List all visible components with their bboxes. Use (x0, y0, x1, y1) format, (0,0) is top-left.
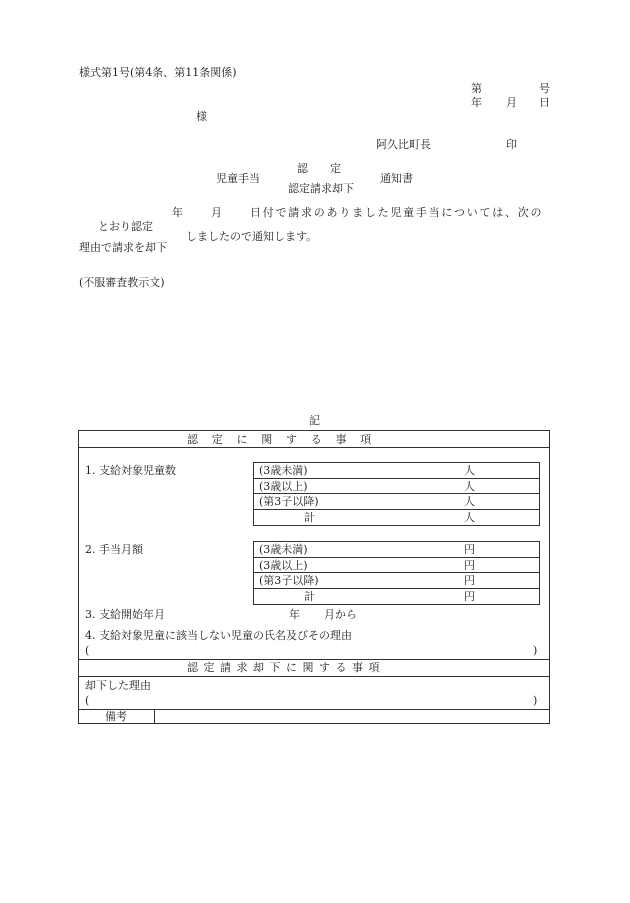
table-row (254, 573, 539, 589)
row-label: 計 (304, 589, 315, 603)
child-count-table (253, 462, 540, 526)
divider (79, 709, 549, 710)
title-option-approve: 認 定 (297, 162, 347, 175)
body-option-reject: 理由で請求を却下 (79, 241, 167, 254)
doc-date-day: 日 (539, 96, 550, 109)
appeal-notice: (不服審査教示文) (79, 276, 165, 289)
row-unit: 円 (464, 558, 475, 572)
row-label: (3歳以上) (259, 558, 308, 572)
issuer-seal: 印 (506, 138, 517, 151)
doc-date-year: 年 (471, 96, 482, 109)
rejection-label: 却下した理由 (85, 679, 151, 692)
section2-header: 認定請求却下に関する事項 (187, 661, 385, 674)
item4-open-paren: ( (85, 644, 90, 657)
body-date-year: 年 (172, 206, 183, 219)
row-label: (第3子以降) (259, 495, 319, 508)
item3-year: 年 (289, 608, 300, 621)
item3-label: 3. 支給開始年月 (85, 608, 165, 621)
issuer-name: 阿久比町長 (376, 138, 431, 151)
title-right: 通知書 (380, 172, 413, 185)
body-line1: 日付で請求のありました児童手当については、次の (250, 206, 544, 219)
row-unit: 人 (464, 479, 475, 493)
rejection-close-paren: ) (533, 694, 538, 707)
item4-close-paren: ) (533, 644, 538, 657)
row-label: (3歳未満) (259, 464, 308, 477)
body-option-approve: とおり認定 (98, 220, 153, 233)
table-row (254, 463, 539, 479)
row-unit: 人 (464, 495, 475, 508)
item1-label: 1. 支給対象児童数 (85, 464, 176, 477)
doc-no-prefix: 第 (471, 82, 482, 95)
monthly-amount-table (253, 541, 540, 605)
section1-header: 認定に関する事項 (187, 433, 385, 446)
row-unit: 円 (464, 574, 475, 587)
row-label: (3歳未満) (259, 543, 308, 556)
item2-label: 2. 手当月額 (85, 543, 143, 556)
row-unit: 円 (464, 589, 475, 603)
table-row (254, 558, 539, 574)
divider (79, 659, 549, 660)
table-row (254, 542, 539, 558)
row-unit: 円 (464, 543, 475, 556)
row-label: 計 (304, 510, 315, 524)
row-label: (第3子以降) (259, 574, 319, 587)
body-line2: しましたので通知します。 (186, 230, 318, 243)
table-row (254, 494, 539, 510)
doc-no-suffix: 号 (539, 82, 550, 95)
table-row (254, 589, 539, 605)
ki-heading: 記 (309, 414, 320, 427)
table-row (254, 510, 539, 526)
row-label: (3歳以上) (259, 479, 308, 493)
item4-label: 4. 支給対象児童に該当しない児童の氏名及びその理由 (85, 629, 352, 642)
divider (79, 676, 549, 677)
divider (79, 447, 549, 448)
recipient-honorific: 様 (196, 110, 207, 123)
doc-date-month: 月 (506, 96, 517, 109)
title-option-reject: 認定請求却下 (288, 182, 354, 195)
remarks-divider (154, 709, 155, 724)
item3-month-from: 月から (324, 608, 357, 621)
row-unit: 人 (464, 464, 475, 477)
table-row (254, 479, 539, 495)
form-number: 様式第1号(第4条、第11条関係) (79, 66, 237, 79)
title-left: 児童手当 (216, 172, 260, 185)
rejection-open-paren: ( (85, 694, 90, 707)
body-date-month: 月 (211, 206, 222, 219)
remarks-label: 備考 (105, 710, 127, 723)
details-table (78, 430, 550, 724)
row-unit: 人 (464, 510, 475, 524)
